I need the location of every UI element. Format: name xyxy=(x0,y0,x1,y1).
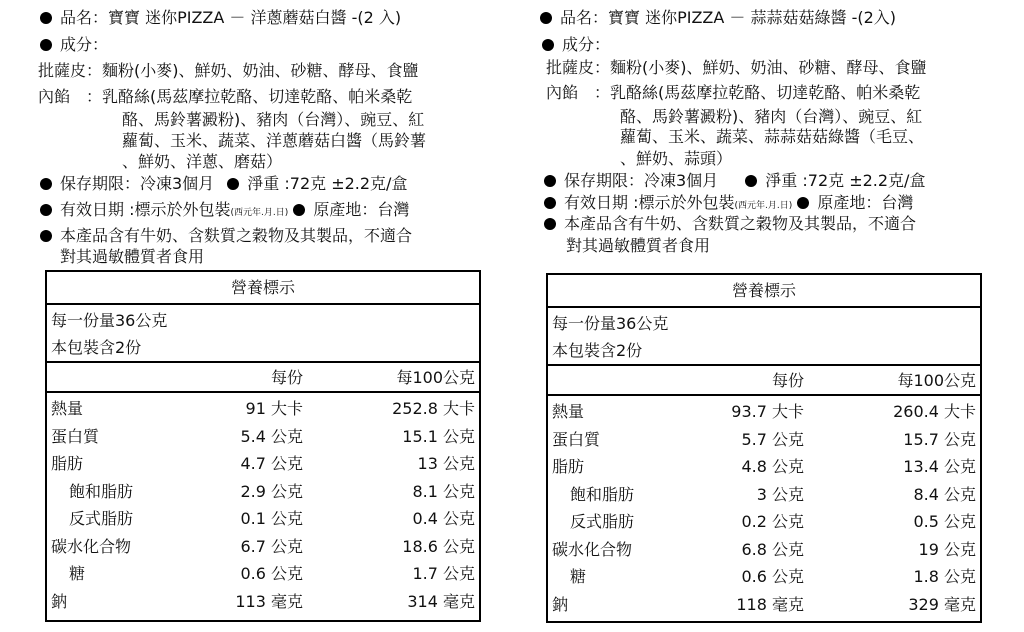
nutrition-header xyxy=(548,364,980,394)
label: 品名： xyxy=(60,8,109,27)
label: 批薩皮： xyxy=(546,58,611,77)
per-serving-value: 5.4 公克 xyxy=(240,426,303,446)
col-per-serving: 每份 xyxy=(270,368,303,387)
nutrition-header xyxy=(47,361,479,391)
product-name: 寶寶 迷你PIZZA － 蒜蒜菇菇綠醬 -(2入) xyxy=(608,8,897,27)
table-row xyxy=(47,588,479,616)
table-row xyxy=(47,395,479,423)
table-row xyxy=(548,453,980,481)
nutrient-name: 蛋白質 xyxy=(552,429,601,449)
bullet-icon xyxy=(745,175,757,187)
allergen-text: 本產品含有牛奶、含麩質之穀物及其製品，不適合 xyxy=(60,226,413,245)
nutrient-name: 糖 xyxy=(570,567,587,586)
filling-text: 酪、馬鈴薯澱粉)、豬肉（台灣）、豌豆、紅 xyxy=(620,107,923,126)
product-name-line xyxy=(540,8,896,28)
nutrient-name: 熱量 xyxy=(552,402,585,421)
allergen-text: 本產品含有牛奶、含麩質之穀物及其製品，不適合 xyxy=(564,214,917,233)
bullet-icon xyxy=(40,39,52,51)
filling-text: 乳酪絲(馬茲摩拉乾酪、切達乾酪、帕米桑乾 xyxy=(610,83,921,102)
per-serving-value: 0.6 公克 xyxy=(741,567,804,586)
table-row xyxy=(47,478,479,506)
nutrient-name: 蛋白質 xyxy=(51,426,100,446)
nutrient-name: 鈉 xyxy=(51,591,68,611)
label: 批薩皮： xyxy=(38,61,103,80)
nutrition-table xyxy=(546,273,982,623)
col-per-100g: 每100公克 xyxy=(897,371,976,390)
crust-ingredients: 麵粉(小麥)、鮮奶、奶油、砂糖、酵母、食鹽 xyxy=(102,61,419,80)
servings-per-package: 本包裝含2份 xyxy=(51,338,142,357)
per-serving-value: 4.8 公克 xyxy=(741,457,804,476)
nutrient-name: 飽和脂肪 xyxy=(69,481,134,501)
per-100g-value: 0.5 公克 xyxy=(913,512,976,531)
filling-text: 酪、馬鈴薯澱粉)、豬肉（台灣）、豌豆、紅 xyxy=(122,110,425,129)
filling-line xyxy=(546,83,920,103)
per-serving-value: 0.2 公克 xyxy=(741,512,804,531)
product-name-line xyxy=(40,8,401,28)
shelf-weight-line xyxy=(40,174,407,194)
bullet-icon xyxy=(544,175,556,187)
filling-line xyxy=(38,87,412,107)
per-100g-value: 15.1 公克 xyxy=(402,426,475,446)
label: 內餡 ： xyxy=(38,87,103,106)
per-100g-value: 314 毫克 xyxy=(407,591,475,611)
crust-line xyxy=(38,61,419,81)
nutrient-name: 碳水化合物 xyxy=(552,539,633,559)
table-row xyxy=(47,450,479,478)
filling-text: 蘿蔔、玉米、蔬菜、蒜蒜菇菇綠醬（毛豆、 xyxy=(620,127,925,146)
bullet-icon xyxy=(544,197,556,209)
nutrient-name: 脂肪 xyxy=(552,457,585,476)
per-100g-value: 19 公克 xyxy=(918,539,976,559)
bullet-icon xyxy=(293,204,305,216)
table-row xyxy=(548,536,980,564)
expiry: 有效日期 :標示於外包裝 xyxy=(564,193,735,212)
bullet-icon xyxy=(227,178,239,190)
per-serving-value: 91 大卡 xyxy=(245,399,303,418)
per-serving-value: 0.1 公克 xyxy=(240,509,303,528)
per-100g-value: 15.7 公克 xyxy=(903,429,976,449)
nutrient-name: 碳水化合物 xyxy=(51,536,132,556)
allergen-line xyxy=(544,214,916,234)
nutrient-name: 反式脂肪 xyxy=(69,509,134,528)
per-serving-value: 93.7 大卡 xyxy=(731,402,804,421)
nutrition-title: 營養標示 xyxy=(731,281,796,300)
bullet-icon xyxy=(540,12,552,24)
filling-text: 乳酪絲(馬茲摩拉乾酪、切達乾酪、帕米桑乾 xyxy=(102,87,413,106)
expiry-note: (西元年.月.日) xyxy=(230,208,289,218)
expiry-note: (西元年.月.日) xyxy=(734,201,793,211)
per-100g-value: 260.4 大卡 xyxy=(893,402,976,421)
nutrient-name: 糖 xyxy=(69,564,86,583)
crust-ingredients: 麵粉(小麥)、鮮奶、奶油、砂糖、酵母、食鹽 xyxy=(610,58,927,77)
allergen-text: 對其過敏體質者食用 xyxy=(566,236,711,255)
table-row xyxy=(548,591,980,619)
bullet-icon xyxy=(40,12,52,24)
nutrition-title: 營養標示 xyxy=(230,278,295,297)
origin: 原產地：台灣 xyxy=(313,200,410,219)
net-weight: 淨重 :72克 ±2.2克/盒 xyxy=(765,171,926,190)
label: 成分： xyxy=(60,35,109,54)
per-100g-value: 1.8 公克 xyxy=(913,567,976,586)
expiry: 有效日期 :標示於外包裝 xyxy=(60,200,231,219)
table-row xyxy=(548,398,980,426)
col-per-100g: 每100公克 xyxy=(396,368,475,387)
label: 成分： xyxy=(562,35,611,54)
per-100g-value: 18.6 公克 xyxy=(402,536,475,556)
nutrient-name: 飽和脂肪 xyxy=(570,484,635,504)
product-label-green-sauce xyxy=(538,0,1008,632)
col-per-serving: 每份 xyxy=(771,371,804,390)
per-100g-value: 329 毫克 xyxy=(908,594,976,614)
ingredients-heading xyxy=(542,35,610,55)
serving-info xyxy=(47,303,479,361)
serving-info xyxy=(548,306,980,364)
serving-size: 每一份量36公克 xyxy=(552,314,669,333)
per-serving-value: 6.7 公克 xyxy=(240,536,303,556)
nutrition-table xyxy=(45,270,481,622)
shelf-weight-line xyxy=(544,171,925,191)
allergen-text: 對其過敏體質者食用 xyxy=(60,247,205,266)
per-100g-value: 13 公克 xyxy=(417,454,475,473)
per-serving-value: 113 毫克 xyxy=(235,591,303,611)
bullet-icon xyxy=(40,204,52,216)
product-label-white-sauce xyxy=(38,0,508,632)
bullet-icon xyxy=(40,230,52,242)
table-row xyxy=(548,508,980,536)
nutrition-rows xyxy=(548,394,980,618)
per-100g-value: 13.4 公克 xyxy=(903,457,976,476)
per-100g-value: 1.7 公克 xyxy=(412,564,475,583)
label: 內餡 ： xyxy=(546,83,611,102)
origin: 原產地：台灣 xyxy=(817,193,914,212)
table-row xyxy=(47,533,479,561)
table-row xyxy=(548,426,980,454)
per-100g-value: 0.4 公克 xyxy=(412,509,475,528)
net-weight: 淨重 :72克 ±2.2克/盒 xyxy=(247,174,408,193)
table-row xyxy=(47,423,479,451)
table-row xyxy=(47,505,479,533)
allergen-line xyxy=(40,226,412,246)
per-serving-value: 6.8 公克 xyxy=(741,539,804,559)
servings-per-package: 本包裝含2份 xyxy=(552,341,643,360)
per-serving-value: 5.7 公克 xyxy=(741,429,804,449)
serving-size: 每一份量36公克 xyxy=(51,311,168,330)
filling-text: 、鮮奶、蒜頭） xyxy=(620,149,733,168)
per-serving-value: 3 公克 xyxy=(756,484,804,504)
bullet-icon xyxy=(542,39,554,51)
nutrient-name: 脂肪 xyxy=(51,454,84,473)
per-serving-value: 118 毫克 xyxy=(736,594,804,614)
per-serving-value: 4.7 公克 xyxy=(240,454,303,473)
filling-text: 、鮮奶、洋蔥、磨菇） xyxy=(122,152,283,171)
bullet-icon xyxy=(40,178,52,190)
per-100g-value: 252.8 大卡 xyxy=(392,399,475,418)
per-serving-value: 2.9 公克 xyxy=(240,481,303,501)
shelf-life: 保存期限：冷凍3個月 xyxy=(60,174,215,193)
ingredients-heading xyxy=(40,35,108,55)
shelf-life: 保存期限：冷凍3個月 xyxy=(564,171,719,190)
filling-text: 蘿蔔、玉米、蔬菜、洋蔥蘑菇白醬（馬鈴薯 xyxy=(122,131,427,150)
table-row xyxy=(548,563,980,591)
table-row xyxy=(47,560,479,588)
expiry-origin-line xyxy=(40,200,409,223)
nutrient-name: 反式脂肪 xyxy=(570,512,635,531)
nutrient-name: 熱量 xyxy=(51,399,84,418)
per-100g-value: 8.1 公克 xyxy=(412,481,475,501)
table-row xyxy=(548,481,980,509)
product-name: 寶寶 迷你PIZZA － 洋蔥蘑菇白醬 -(2 入) xyxy=(108,8,402,27)
expiry-origin-line xyxy=(544,193,913,216)
per-serving-value: 0.6 公克 xyxy=(240,564,303,583)
bullet-icon xyxy=(797,197,809,209)
bullet-icon xyxy=(544,218,556,230)
per-100g-value: 8.4 公克 xyxy=(913,484,976,504)
nutrient-name: 鈉 xyxy=(552,594,569,614)
nutrition-rows xyxy=(47,391,479,615)
crust-line xyxy=(546,58,927,78)
label: 品名： xyxy=(560,8,609,27)
